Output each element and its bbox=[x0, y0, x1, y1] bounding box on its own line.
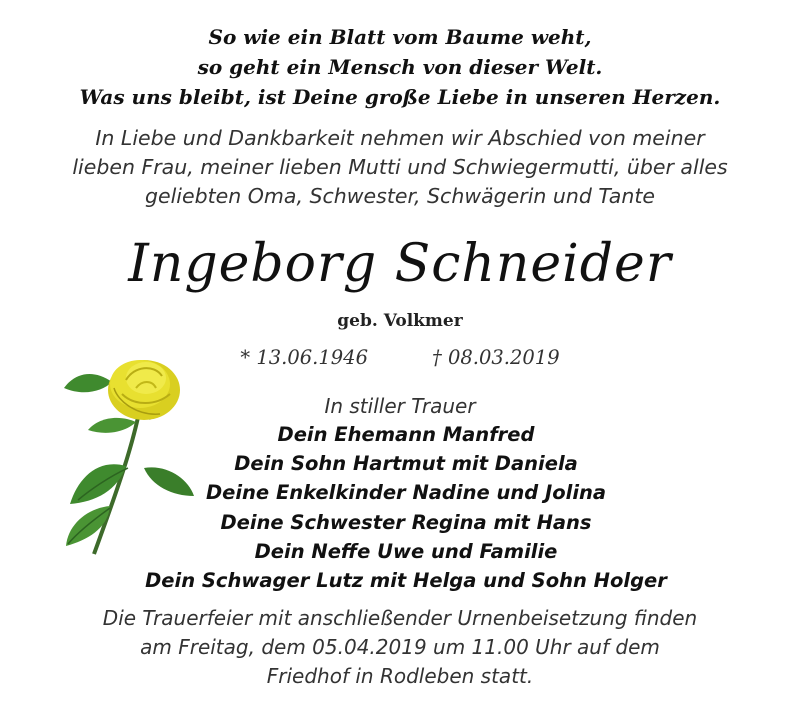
verse-line: so geht ein Mensch von dieser Welt. bbox=[197, 55, 603, 79]
mourner-line: Deine Enkelkinder Nadine und Jolina bbox=[205, 481, 607, 505]
funeral-service-info bbox=[0, 604, 800, 691]
memorial-verse bbox=[0, 22, 800, 112]
deceased-name: Ingeborg Schneider bbox=[128, 234, 672, 294]
mourner-line: Dein Ehemann Manfred bbox=[277, 423, 535, 446]
mourners-list bbox=[0, 420, 800, 595]
verse-line: So wie ein Blatt vom Baume weht, bbox=[208, 25, 592, 49]
intro-line: lieben Frau, meiner lieben Mutti und Schwiegermutti, über alles bbox=[72, 155, 728, 179]
mourner-line: Dein Neffe Uwe und Familie bbox=[254, 539, 558, 563]
birth-date: * 13.06.1946 bbox=[240, 346, 368, 369]
birth-name: geb. Volkmer bbox=[337, 311, 463, 331]
mourner-line: Dein Schwager Lutz mit Helga und Sohn Holger bbox=[145, 569, 667, 593]
mourning-label: In stiller Trauer bbox=[324, 394, 476, 418]
intro-line: In Liebe und Dankbarkeit nehmen wir Abschied von meiner bbox=[95, 126, 705, 150]
farewell-intro bbox=[0, 124, 800, 211]
verse-line: Was uns bleibt, ist Deine große Liebe in unseren Herzen. bbox=[79, 85, 721, 109]
service-line: am Freitag, dem 05.04.2019 um 11.00 Uhr auf dem bbox=[140, 635, 660, 659]
intro-line: geliebten Oma, Schwester, Schwägerin und Tante bbox=[144, 184, 656, 208]
mourner-line: Deine Schwester Regina mit Hans bbox=[220, 510, 592, 534]
service-line: Friedhof in Rodleben statt. bbox=[266, 664, 534, 688]
death-date: † 08.03.2019 bbox=[432, 346, 560, 369]
mourner-line: Dein Sohn Hartmut mit Daniela bbox=[234, 452, 578, 476]
service-line: Die Trauerfeier mit anschließender Urnenbeisetzung finden bbox=[102, 606, 698, 630]
